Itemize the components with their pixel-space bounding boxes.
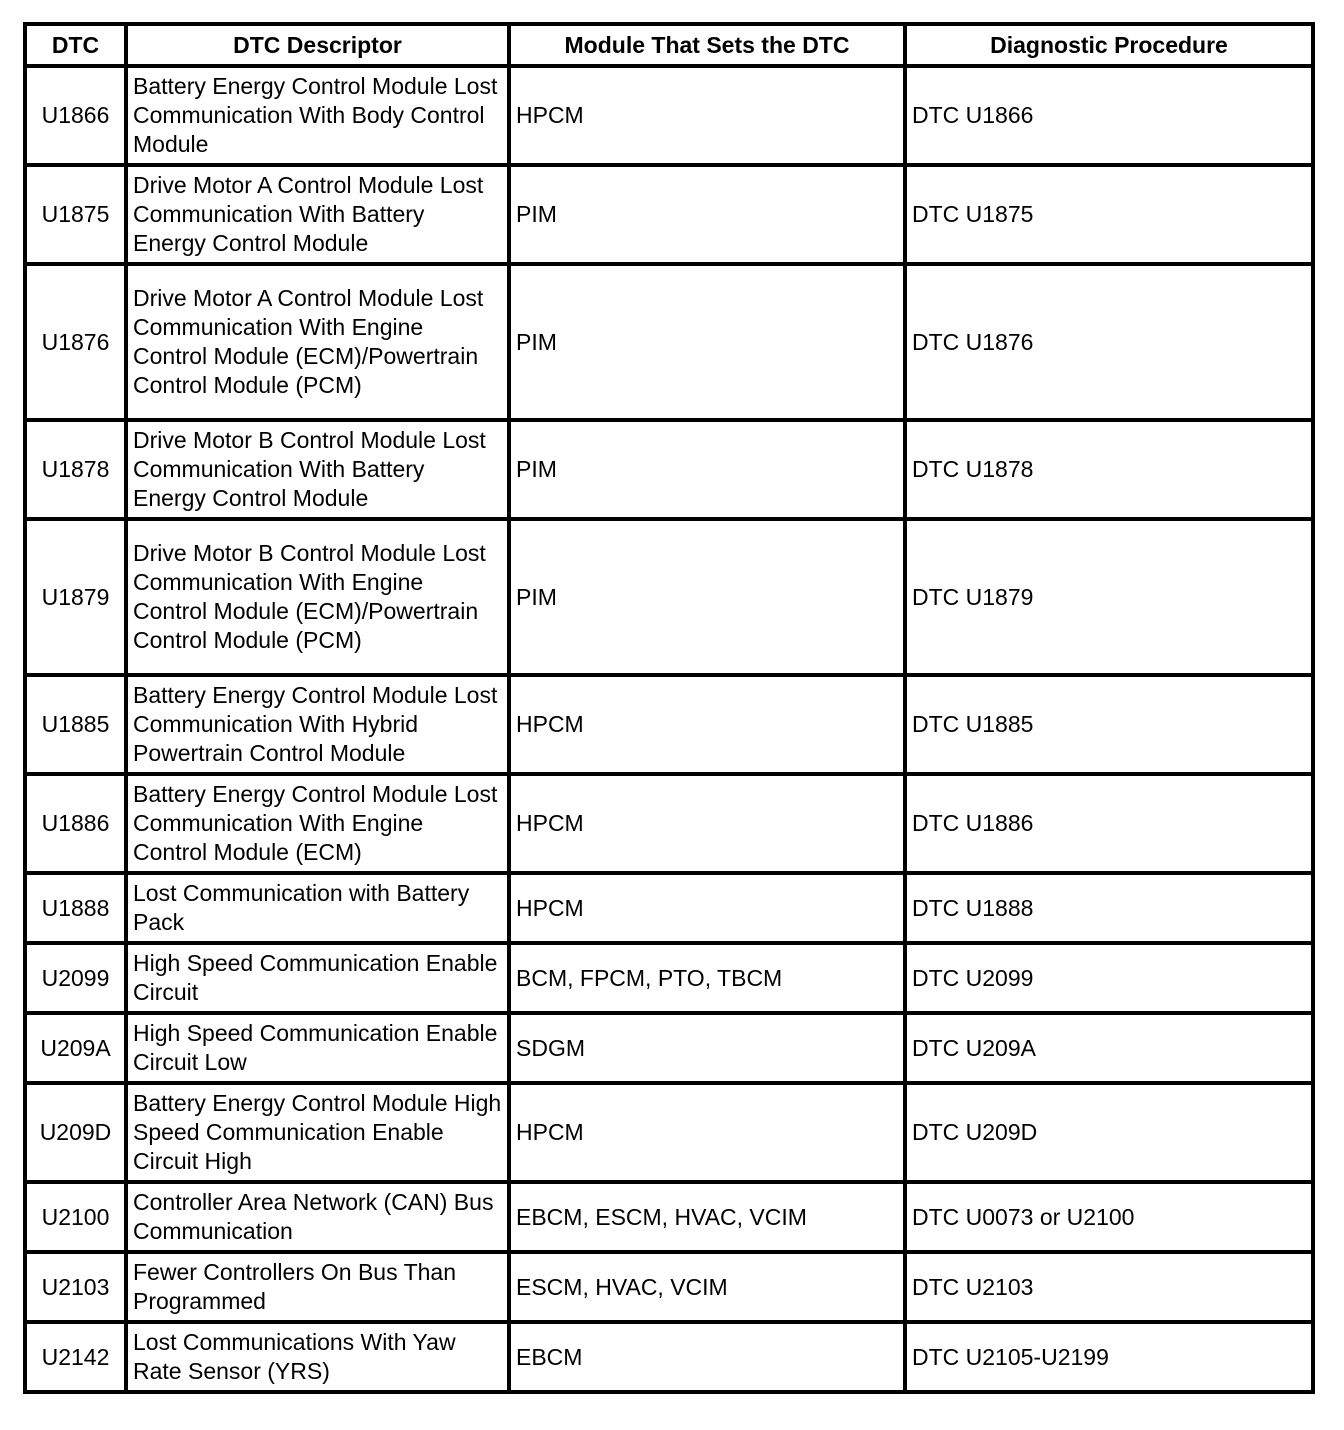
table-row (25, 1013, 1313, 1083)
dtc-descriptor: Fewer Controllers On Bus Than Programmed (126, 1252, 509, 1322)
dtc-code: U2103 (25, 1252, 126, 1322)
dtc-code: U1866 (25, 66, 126, 165)
dtc-descriptor: Battery Energy Control Module Lost Communication With Hybrid Powertrain Control Module (126, 675, 509, 774)
module: HPCM (509, 66, 905, 165)
table-row (25, 1083, 1313, 1182)
module: PIM (509, 165, 905, 264)
module: EBCM (509, 1322, 905, 1392)
table-row (25, 66, 1313, 165)
dtc-descriptor: High Speed Communication Enable Circuit Low (126, 1013, 509, 1083)
table-row (25, 1182, 1313, 1252)
dtc-code: U2099 (25, 943, 126, 1013)
diagnostic-procedure: DTC U1876 (905, 264, 1313, 420)
module: HPCM (509, 675, 905, 774)
dtc-code: U209D (25, 1083, 126, 1182)
table-row (25, 165, 1313, 264)
module: PIM (509, 264, 905, 420)
table-row (25, 1252, 1313, 1322)
dtc-code: U1886 (25, 774, 126, 873)
dtc-descriptor: Battery Energy Control Module Lost Communication With Body Control Module (126, 66, 509, 165)
diagnostic-procedure: DTC U1866 (905, 66, 1313, 165)
dtc-code: U1878 (25, 420, 126, 519)
dtc-code: U1876 (25, 264, 126, 420)
diagnostic-procedure: DTC U1878 (905, 420, 1313, 519)
dtc-descriptor: Battery Energy Control Module High Speed Communication Enable Circuit High (126, 1083, 509, 1182)
table-row (25, 943, 1313, 1013)
header-module: Module That Sets the DTC (509, 24, 905, 66)
module: BCM, FPCM, PTO, TBCM (509, 943, 905, 1013)
diagnostic-procedure: DTC U2099 (905, 943, 1313, 1013)
diagnostic-procedure: DTC U1888 (905, 873, 1313, 943)
table-row (25, 774, 1313, 873)
dtc-descriptor: Lost Communication with Battery Pack (126, 873, 509, 943)
diagnostic-procedure: DTC U2103 (905, 1252, 1313, 1322)
dtc-descriptor: Lost Communications With Yaw Rate Sensor (YRS) (126, 1322, 509, 1392)
module: HPCM (509, 1083, 905, 1182)
dtc-table (23, 22, 1315, 1394)
module: SDGM (509, 1013, 905, 1083)
dtc-descriptor: Battery Energy Control Module Lost Communication With Engine Control Module (ECM) (126, 774, 509, 873)
dtc-code: U1879 (25, 519, 126, 675)
module: PIM (509, 519, 905, 675)
diagnostic-procedure: DTC U1879 (905, 519, 1313, 675)
table-header-row (25, 24, 1313, 66)
diagnostic-procedure: DTC U1886 (905, 774, 1313, 873)
dtc-descriptor: Drive Motor B Control Module Lost Communication With Engine Control Module (ECM)/Powertrain Control Module (PCM) (126, 519, 509, 675)
dtc-descriptor: Drive Motor A Control Module Lost Communication With Battery Energy Control Module (126, 165, 509, 264)
table-row (25, 1322, 1313, 1392)
module: HPCM (509, 873, 905, 943)
table-row (25, 264, 1313, 420)
header-descriptor: DTC Descriptor (126, 24, 509, 66)
dtc-descriptor: Drive Motor B Control Module Lost Communication With Battery Energy Control Module (126, 420, 509, 519)
table-row (25, 420, 1313, 519)
dtc-descriptor: Drive Motor A Control Module Lost Communication With Engine Control Module (ECM)/Powertrain Control Module (PCM) (126, 264, 509, 420)
dtc-code: U2142 (25, 1322, 126, 1392)
diagnostic-procedure: DTC U1875 (905, 165, 1313, 264)
module: ESCM, HVAC, VCIM (509, 1252, 905, 1322)
module: EBCM, ESCM, HVAC, VCIM (509, 1182, 905, 1252)
table-row (25, 675, 1313, 774)
diagnostic-procedure: DTC U209D (905, 1083, 1313, 1182)
diagnostic-procedure: DTC U209A (905, 1013, 1313, 1083)
table-row (25, 873, 1313, 943)
diagnostic-procedure: DTC U2105-U2199 (905, 1322, 1313, 1392)
table-row (25, 519, 1313, 675)
dtc-code: U209A (25, 1013, 126, 1083)
diagnostic-procedure: DTC U1885 (905, 675, 1313, 774)
dtc-descriptor: Controller Area Network (CAN) Bus Communication (126, 1182, 509, 1252)
dtc-code: U1875 (25, 165, 126, 264)
dtc-descriptor: High Speed Communication Enable Circuit (126, 943, 509, 1013)
header-procedure: Diagnostic Procedure (905, 24, 1313, 66)
module: PIM (509, 420, 905, 519)
dtc-code: U1888 (25, 873, 126, 943)
diagnostic-procedure: DTC U0073 or U2100 (905, 1182, 1313, 1252)
dtc-code: U2100 (25, 1182, 126, 1252)
header-dtc: DTC (25, 24, 126, 66)
module: HPCM (509, 774, 905, 873)
dtc-code: U1885 (25, 675, 126, 774)
